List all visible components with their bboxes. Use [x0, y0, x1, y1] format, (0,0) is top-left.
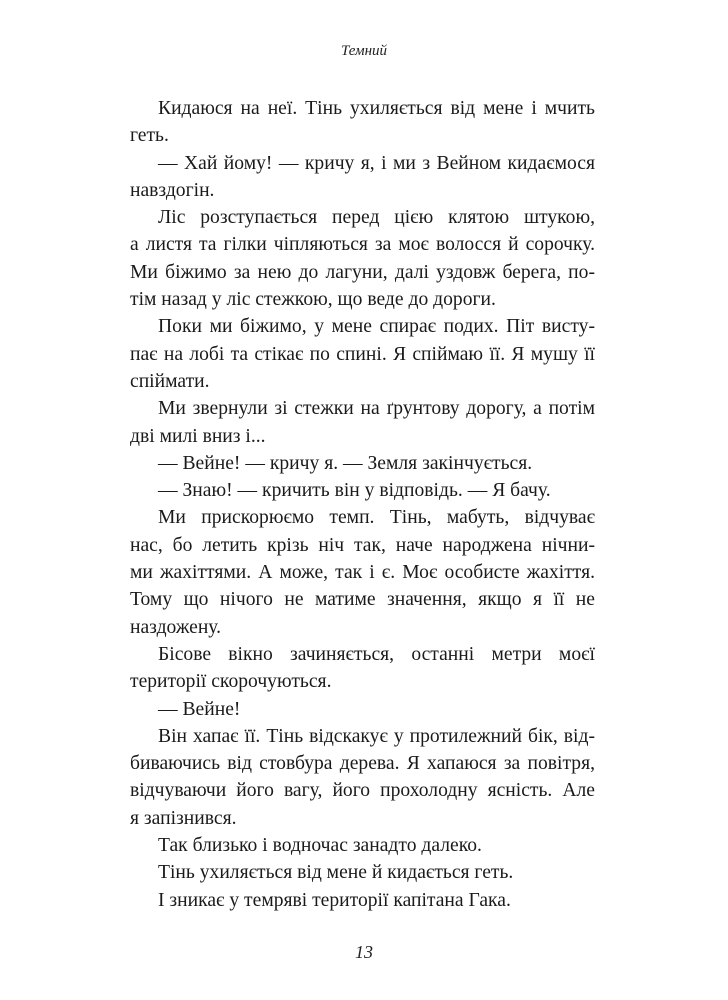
text-line: пає на лобі та стікає по спині. Я спіймаю її. Я мушу її: [130, 343, 595, 365]
text-line: Ми звернули зі стежки на ґрунтову дорогу, а потім: [158, 398, 595, 420]
text-line: Так близько і водночас занадто далеко.: [158, 835, 482, 857]
text-line: дві милі вниз і...: [130, 425, 266, 447]
text-line: а листя та гілки чіпляються за моє волосся й сорочку.: [130, 234, 595, 256]
text-line: я запізнився.: [130, 807, 237, 829]
text-line: території скорочуються.: [130, 671, 332, 693]
text-line: геть.: [130, 125, 169, 147]
text-line: нас, бо летить крізь ніч так, наче народжена нічни-: [130, 534, 595, 556]
page-number: 13: [355, 942, 373, 962]
text-line: тім назад у ліс стежкою, що веде до дороги.: [130, 289, 496, 311]
text-line: — Вейне!: [158, 698, 241, 720]
text-line: Бісове вікно зачиняється, останні метри моєї: [158, 643, 595, 665]
text-line: Він хапає її. Тінь відскакує у протилежний бік, від-: [158, 725, 595, 747]
text-line: Тому що нічого не матиме значення, якщо я її не: [130, 589, 595, 611]
text-line: наздожену.: [130, 616, 222, 638]
text-line: спіймати.: [130, 370, 210, 392]
text-line: Кидаюся на неї. Тінь ухиляється від мене і мчить: [158, 98, 595, 119]
text-line: — Знаю! — кричить він у відповідь. — Я бачу.: [158, 480, 551, 502]
text-line: — Вейне! — кричу я. — Земля закінчується.: [158, 452, 533, 474]
text-line: Тінь ухиляється від мене й кидається геть.: [158, 862, 514, 884]
running-head: Темний: [340, 43, 388, 59]
body-text: [130, 95, 595, 914]
text-line: навздогін.: [130, 179, 215, 201]
text-line: Ліс розступається перед цією клятою штукою,: [158, 207, 595, 229]
text-line: Поки ми біжимо, у мене спирає подих. Піт висту-: [158, 316, 595, 338]
text-line: биваючись від стовбура дерева. Я хапаюся за повітря,: [130, 753, 595, 775]
text-line: ми жахіттями. А може, так і є. Моє особисте жахіття.: [130, 562, 595, 584]
text-line: І зникає у темряві території капітана Гака.: [158, 889, 511, 911]
text-line: — Хай йому! — кричу я, і ми з Вейном кидаємося: [158, 152, 595, 174]
text-line: Ми прискорюємо темп. Тінь, мабуть, відчуває: [158, 507, 595, 529]
text-line: відчуваючи його вагу, його прохолодну ясність. Але: [130, 780, 595, 802]
text-line: Ми біжимо за нею до лагуни, далі уздовж берега, по-: [130, 261, 595, 283]
